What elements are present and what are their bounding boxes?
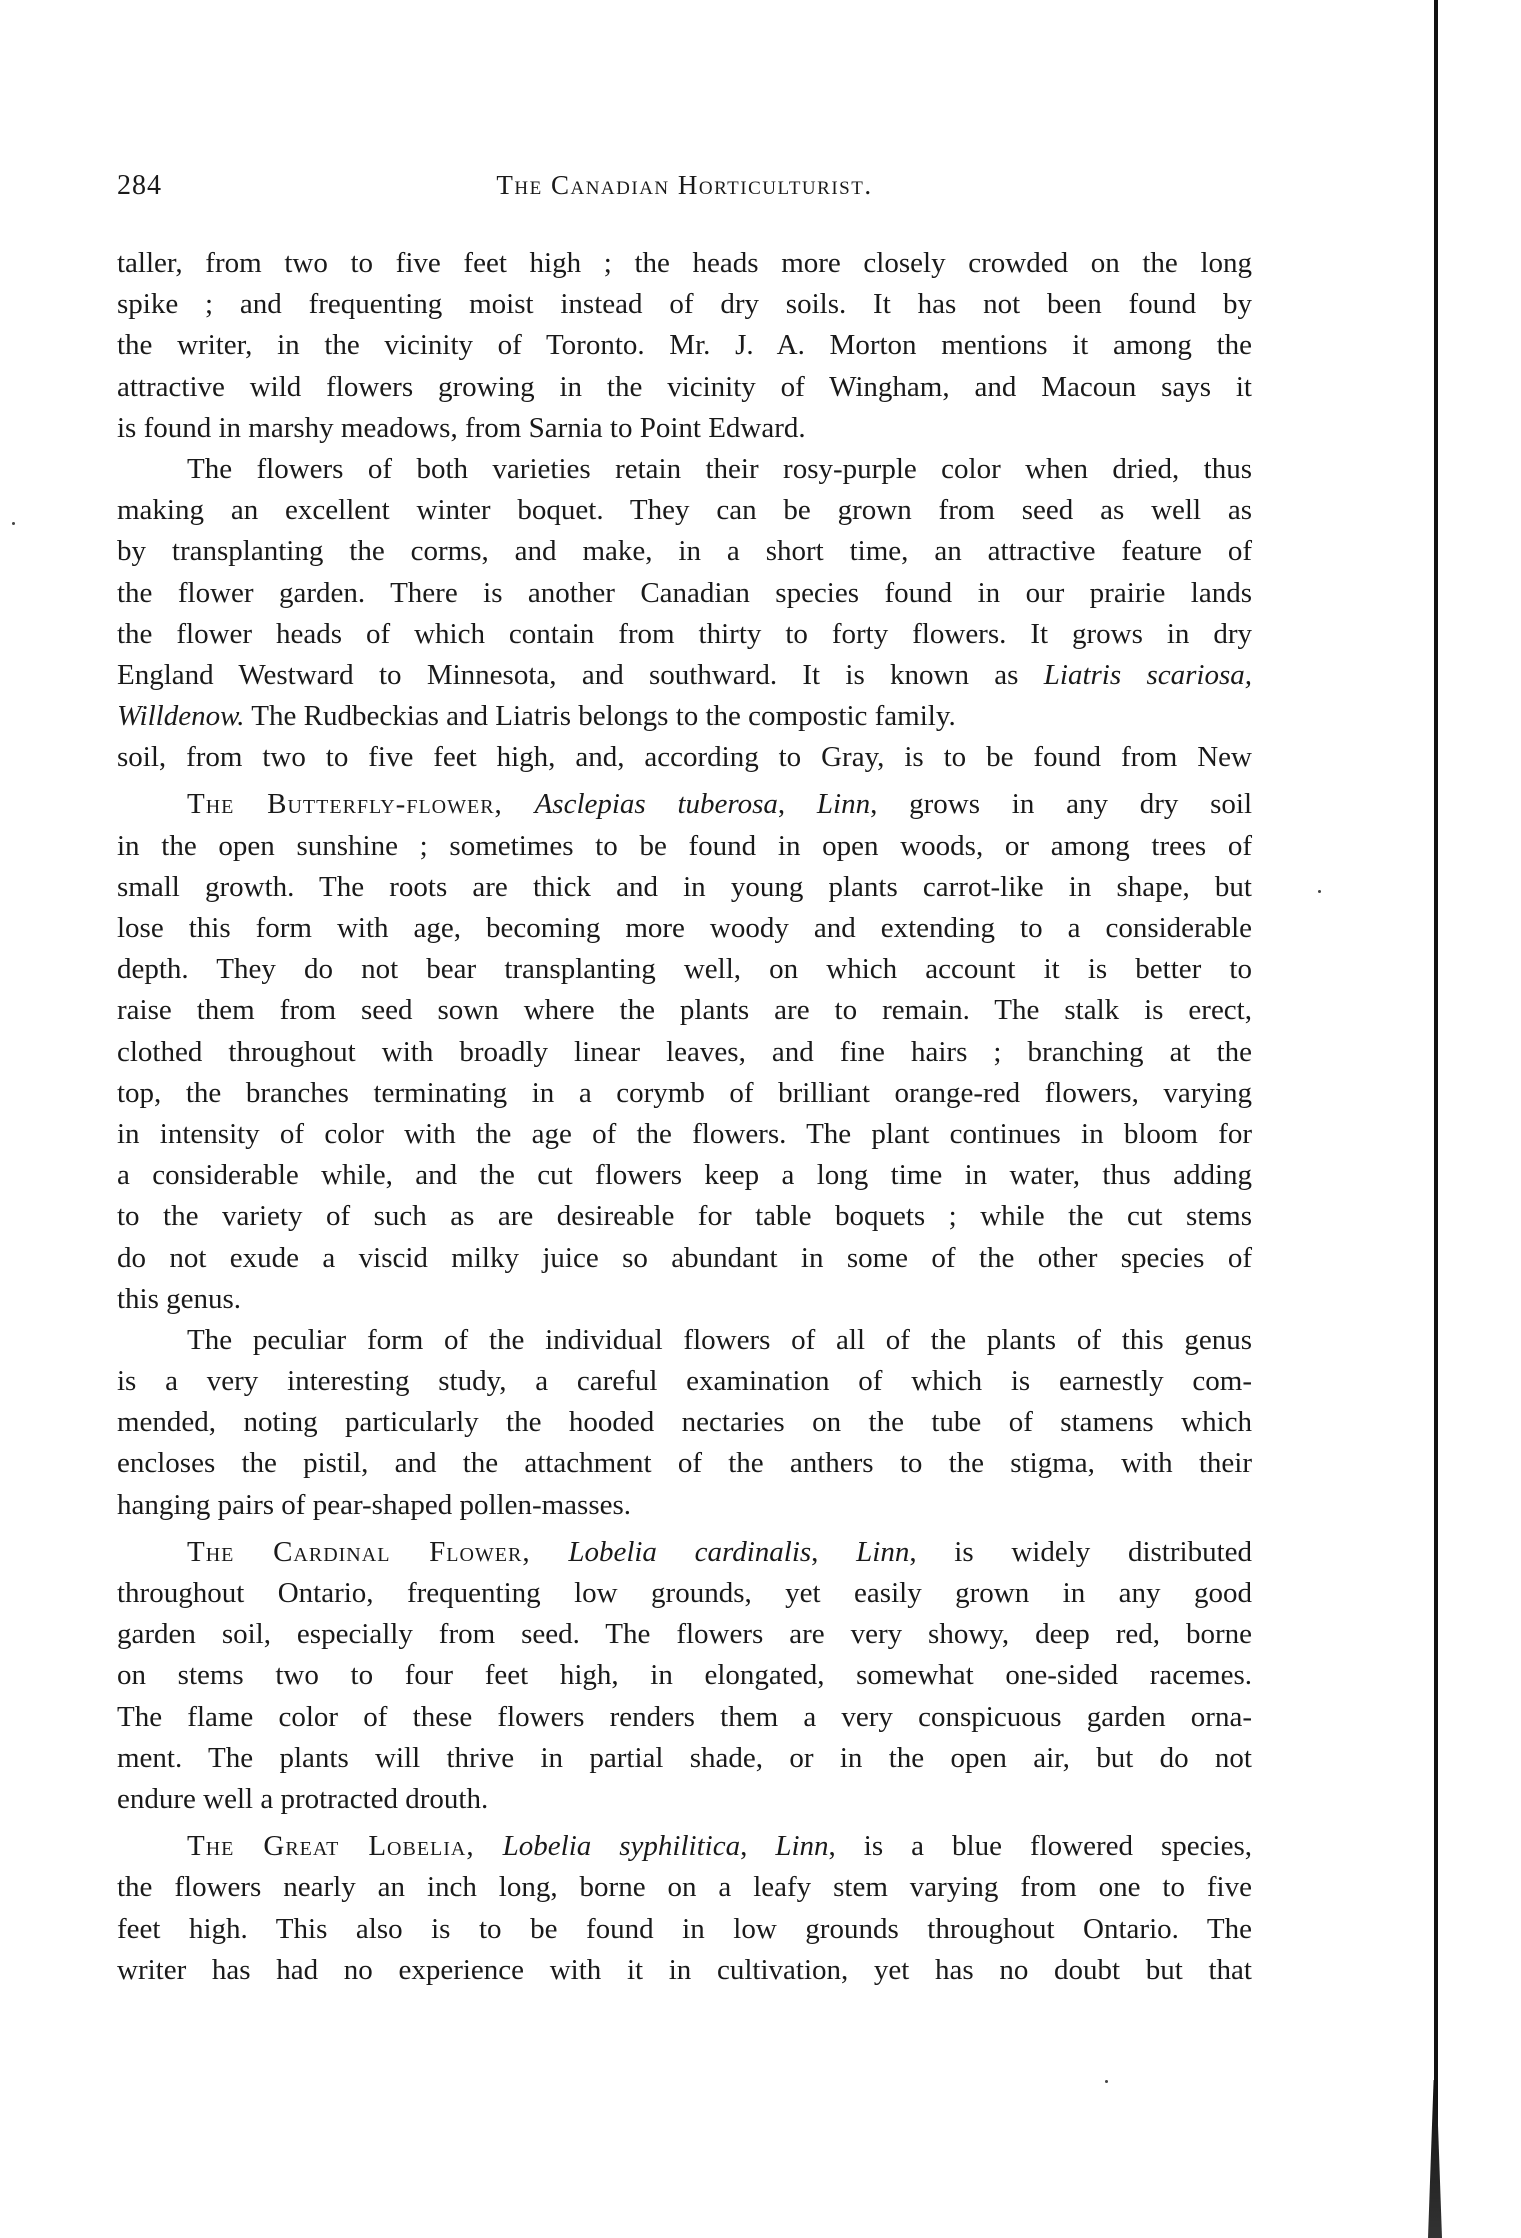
text-line: making an excellent winter boquet. They can be grown from seed as well as [117, 494, 1252, 527]
text-line: The Cardinal Flower, Lobelia cardinalis, Linn, is widely distributed [187, 1535, 1253, 1568]
text-line: The Great Lobelia, Lobelia syphilitica, Linn, is a blue flowered species, [187, 1830, 1253, 1863]
text-line: Willdenow. The Rudbeckias and Liatris belongs to the compostic family. [117, 700, 956, 733]
binding-edge-rule [1434, 0, 1438, 2238]
page-header [117, 170, 1252, 214]
author-name: Linn [775, 1830, 829, 1863]
author-name: Linn [816, 788, 871, 821]
text-line: to the variety of such as are desireable for table boquets ; while the cut stems [117, 1200, 1252, 1233]
scan-speck [1318, 890, 1321, 893]
text-line: the writer, in the vicinity of Toronto. Mr. J. A. Morton mentions it among the [117, 329, 1252, 362]
text-line: is a very interesting study, a careful examination of which is earnestly com- [117, 1365, 1252, 1398]
text-line: in intensity of color with the age of the flowers. The plant continues in bloom for [117, 1117, 1252, 1150]
author-name: Linn [856, 1535, 910, 1568]
text-line: ment. The plants will thrive in partial shade, or in the open air, but do not [117, 1741, 1252, 1774]
text-line: taller, from two to five feet high ; the heads more closely crowded on the long [117, 247, 1252, 279]
text-line: The Butterfly-flower, Asclepias tuberosa, Linn, grows in any dry soil [187, 788, 1253, 821]
text-line: this genus. [117, 1282, 242, 1315]
text-line: soil, from two to five feet high, and, according to Gray, is to be found from New [117, 741, 1252, 774]
text-line: small growth. The roots are thick and in young plants carrot-like in shape, but [117, 870, 1252, 903]
running-title: The Canadian Horticulturist. [496, 170, 873, 200]
text-line: depth. They do not bear transplanting well, on which account it is better to [117, 953, 1252, 986]
text-line: The flame color of these flowers renders them a very conspicuous garden orna- [117, 1700, 1252, 1733]
text-line: the flower garden. There is another Canadian species found in our prairie lands [117, 576, 1252, 609]
text-line: feet high. This also is to be found in low grounds throughout Ontario. The [117, 1912, 1252, 1945]
species-name: Lobelia syphilitica [502, 1830, 741, 1863]
scan-speck [12, 522, 15, 525]
section-heading: The Great Lobelia, [187, 1830, 475, 1863]
text-line: lose this form with age, becoming more woody and extending to a considerable [117, 912, 1252, 944]
text-line: writer has had no experience with it in cultivation, yet has no doubt but that [117, 1953, 1252, 1986]
text-line: top, the branches terminating in a corymb of brilliant orange-red flowers, varying [117, 1076, 1252, 1109]
text-line: by transplanting the corms, and make, in a short time, an attractive feature of [117, 535, 1252, 568]
binding-edge-shadow [1428, 2080, 1442, 2238]
section-heading: The Cardinal Flower, [187, 1535, 531, 1568]
text-line: hanging pairs of pear-shaped pollen-masses. [117, 1488, 632, 1521]
text-line: do not exude a viscid milky juice so abundant in some of the other species of [117, 1241, 1252, 1274]
author-name: Willdenow. [117, 700, 245, 733]
text-line: mended, noting particularly the hooded nectaries on the tube of stamens which [117, 1406, 1252, 1439]
species-name: Lobelia cardinalis [568, 1535, 812, 1568]
text-line: attractive wild flowers growing in the vicinity of Wingham, and Macoun says it [117, 370, 1252, 403]
page-number: 284 [117, 170, 162, 201]
text-line: garden soil, especially from seed. The flowers are very showy, deep red, borne [117, 1618, 1252, 1651]
text-line: raise them from seed sown where the plants are to remain. The stalk is erect, [117, 994, 1252, 1027]
text-line: The peculiar form of the individual flowers of all of the plants of this genus [187, 1323, 1252, 1356]
section-heading: The Butterfly-flower, [187, 788, 503, 821]
text-line: spike ; and frequenting moist instead of dry soils. It has not been found by [117, 288, 1252, 321]
text-line: the flower heads of which contain from thirty to forty flowers. It grows in dry [117, 617, 1252, 650]
text-line: endure well a protracted drouth. [117, 1782, 489, 1815]
text-line: is found in marshy meadows, from Sarnia to Point Edward. [117, 411, 806, 444]
text-line: in the open sunshine ; sometimes to be found in open woods, or among trees of [117, 829, 1252, 862]
text-line: on stems two to four feet high, in elongated, somewhat one-sided racemes. [117, 1659, 1252, 1692]
text-line: England Westward to Minnesota, and southward. It is known as Liatris scariosa, [117, 658, 1252, 691]
article-body [117, 243, 1252, 1991]
scan-speck [1105, 2080, 1108, 2083]
species-name: Asclepias tuberosa [534, 788, 778, 821]
species-name: Liatris scariosa, [1043, 658, 1252, 691]
text-line: clothed throughout with broadly linear leaves, and fine hairs ; branching at the [117, 1035, 1252, 1068]
text-line: encloses the pistil, and the attachment of the anthers to the stigma, with their [117, 1447, 1252, 1480]
text-line: the flowers nearly an inch long, borne on a leafy stem varying from one to five [117, 1871, 1252, 1904]
text-line: a considerable while, and the cut flowers keep a long time in water, thus adding [117, 1159, 1252, 1192]
text-line: throughout Ontario, frequenting low grounds, yet easily grown in any good [117, 1577, 1252, 1609]
text-line: The flowers of both varieties retain their rosy-purple color when dried, thus [187, 452, 1252, 485]
